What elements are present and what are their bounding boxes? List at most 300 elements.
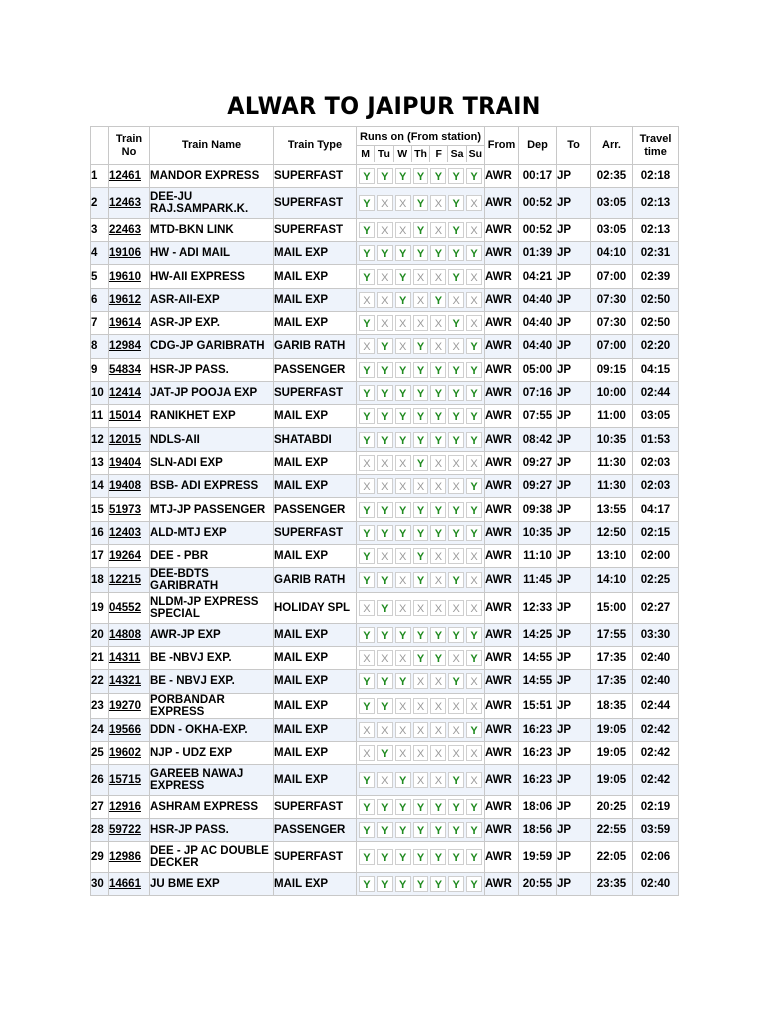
- train-type: SUPERFAST: [274, 165, 357, 188]
- to-station: JP: [557, 521, 591, 544]
- header-day: M: [357, 146, 375, 162]
- day-indicator: Y: [413, 822, 429, 838]
- train-number-link[interactable]: 12986: [109, 851, 141, 864]
- day-indicator: Y: [448, 799, 464, 815]
- day-indicator: Y: [395, 385, 411, 401]
- from-station: AWR: [485, 242, 519, 265]
- train-number-link[interactable]: 12215: [109, 574, 141, 587]
- runs-on-days: [357, 693, 485, 718]
- train-number-link[interactable]: 12461: [109, 170, 141, 183]
- day-indicator: Y: [359, 362, 375, 378]
- header-days: [357, 146, 484, 162]
- day-indicator: Y: [395, 432, 411, 448]
- train-number-cell: [109, 218, 150, 241]
- day-indicator: X: [448, 698, 464, 714]
- train-number-link[interactable]: 19566: [109, 723, 141, 736]
- header-day: Su: [468, 148, 483, 160]
- row-number: 11: [91, 405, 109, 428]
- day-indicator: Y: [377, 338, 393, 354]
- train-number-link[interactable]: 19614: [109, 317, 141, 330]
- departure-time: 12:33: [519, 593, 557, 624]
- train-type: MAIL EXP: [274, 451, 357, 474]
- header-train-name: Train Name: [150, 127, 274, 165]
- train-type: MAIL EXP: [274, 265, 357, 288]
- train-number-cell: [109, 647, 150, 670]
- to-station: JP: [557, 795, 591, 818]
- day-indicator: Y: [448, 195, 464, 211]
- train-number-link[interactable]: 14808: [109, 628, 141, 641]
- day-indicator: X: [377, 292, 393, 308]
- row-number: 25: [91, 741, 109, 764]
- train-type: MAIL EXP: [274, 693, 357, 718]
- row-number: 15: [91, 498, 109, 521]
- day-indicator: X: [377, 650, 393, 666]
- departure-time: 05:00: [519, 358, 557, 381]
- day-indicator: X: [466, 292, 482, 308]
- runs-on-days: [357, 872, 485, 895]
- day-indicator: Y: [413, 876, 429, 892]
- table-row: [91, 819, 679, 842]
- day-indicator: X: [359, 478, 375, 494]
- travel-time: 02:03: [633, 475, 679, 498]
- day-indicator: Y: [413, 195, 429, 211]
- departure-time: 09:38: [519, 498, 557, 521]
- day-indicator: Y: [430, 849, 446, 865]
- day-indicator: Y: [377, 673, 393, 689]
- page-title: ALWAR TO JAIPUR TRAIN: [227, 92, 541, 120]
- train-number-link[interactable]: 04552: [109, 602, 141, 614]
- day-indicator: Y: [448, 269, 464, 285]
- day-indicator: Y: [413, 548, 429, 564]
- train-number-link[interactable]: 19404: [109, 456, 141, 469]
- day-indicator: Y: [359, 385, 375, 401]
- day-indicator: X: [413, 673, 429, 689]
- train-name: MANDOR EXPRESS: [150, 165, 274, 188]
- day-indicator: X: [448, 600, 464, 616]
- departure-time: 07:55: [519, 405, 557, 428]
- departure-time: 19:59: [519, 842, 557, 873]
- departure-time: 09:27: [519, 475, 557, 498]
- departure-time: 11:10: [519, 544, 557, 567]
- day-indicator: Y: [377, 408, 393, 424]
- train-number-link[interactable]: 15014: [109, 410, 141, 423]
- train-number-link[interactable]: 14661: [109, 877, 141, 890]
- table-row: [91, 428, 679, 451]
- to-station: JP: [557, 623, 591, 646]
- to-station: JP: [557, 475, 591, 498]
- train-number-link[interactable]: 12984: [109, 340, 141, 353]
- runs-on-days: [357, 842, 485, 873]
- runs-on-days: [357, 218, 485, 241]
- train-type: MAIL EXP: [274, 765, 357, 796]
- train-type: SUPERFAST: [274, 795, 357, 818]
- from-station: AWR: [485, 165, 519, 188]
- runs-on-days: [357, 188, 485, 219]
- train-number-link[interactable]: 59722: [109, 824, 141, 837]
- departure-time: 16:23: [519, 718, 557, 741]
- train-number-link[interactable]: 12916: [109, 800, 141, 813]
- day-indicator: Y: [359, 168, 375, 184]
- train-number-link[interactable]: 54834: [109, 363, 141, 376]
- day-indicator: Y: [413, 432, 429, 448]
- train-name: ASR-JP EXP.: [150, 311, 274, 334]
- day-indicator: Y: [359, 627, 375, 643]
- arrival-time: 19:05: [591, 718, 633, 741]
- train-name: BE - NBVJ EXP.: [150, 670, 274, 693]
- runs-on-days: [357, 498, 485, 521]
- train-number-cell: [109, 405, 150, 428]
- arrival-time: 07:30: [591, 288, 633, 311]
- train-name: MTJ-JP PASSENGER: [150, 498, 274, 521]
- arrival-time: 17:35: [591, 647, 633, 670]
- arrival-time: 11:00: [591, 405, 633, 428]
- day-indicator: Y: [448, 362, 464, 378]
- day-indicator: Y: [359, 799, 375, 815]
- table-row: [91, 165, 679, 188]
- day-indicator: X: [448, 650, 464, 666]
- day-indicator: Y: [466, 650, 482, 666]
- table-row: [91, 335, 679, 358]
- day-indicator: X: [448, 338, 464, 354]
- arrival-time: 10:35: [591, 428, 633, 451]
- train-number-cell: [109, 288, 150, 311]
- train-number-link[interactable]: 14321: [109, 675, 141, 688]
- day-indicator: Y: [430, 650, 446, 666]
- table-row: [91, 647, 679, 670]
- train-type: GARIB RATH: [274, 568, 357, 593]
- day-indicator: Y: [466, 849, 482, 865]
- row-number: 5: [91, 265, 109, 288]
- day-indicator: X: [377, 195, 393, 211]
- day-indicator: X: [395, 338, 411, 354]
- runs-on-days: [357, 405, 485, 428]
- day-indicator: Y: [430, 525, 446, 541]
- day-indicator: X: [395, 600, 411, 616]
- from-station: AWR: [485, 358, 519, 381]
- travel-time: 02:13: [633, 188, 679, 219]
- train-number-link[interactable]: 19612: [109, 293, 141, 306]
- day-indicator: Y: [448, 502, 464, 518]
- day-indicator: X: [395, 722, 411, 738]
- day-indicator: Y: [466, 385, 482, 401]
- train-number-cell: [109, 311, 150, 334]
- header-travel-time: Travel time: [633, 127, 679, 165]
- day-indicator: Y: [359, 673, 375, 689]
- departure-time: 16:23: [519, 765, 557, 796]
- train-number-cell: [109, 188, 150, 219]
- day-indicator: X: [448, 722, 464, 738]
- table-row: [91, 358, 679, 381]
- day-indicator: Y: [430, 362, 446, 378]
- row-number: 8: [91, 335, 109, 358]
- day-indicator: Y: [430, 385, 446, 401]
- day-indicator: X: [466, 698, 482, 714]
- day-indicator: Y: [377, 168, 393, 184]
- from-station: AWR: [485, 670, 519, 693]
- header-train-type: Train Type: [274, 127, 357, 165]
- row-number: 18: [91, 568, 109, 593]
- arrival-time: 15:00: [591, 593, 633, 624]
- day-indicator: Y: [395, 502, 411, 518]
- train-number-link[interactable]: 51973: [109, 503, 141, 516]
- train-number-link[interactable]: 15715: [109, 773, 141, 786]
- header-runs-on-label: Runs on (From station): [357, 129, 484, 146]
- day-indicator: Y: [359, 849, 375, 865]
- table-row: [91, 405, 679, 428]
- day-indicator: X: [466, 745, 482, 761]
- day-indicator: X: [430, 548, 446, 564]
- day-indicator: Y: [377, 245, 393, 261]
- day-indicator: Y: [448, 222, 464, 238]
- day-indicator: Y: [395, 525, 411, 541]
- day-indicator: X: [430, 222, 446, 238]
- day-indicator: Y: [413, 245, 429, 261]
- from-station: AWR: [485, 593, 519, 624]
- train-number-cell: [109, 872, 150, 895]
- day-indicator: X: [395, 650, 411, 666]
- day-indicator: Y: [359, 822, 375, 838]
- to-station: JP: [557, 693, 591, 718]
- day-indicator: X: [395, 478, 411, 494]
- arrival-time: 07:00: [591, 335, 633, 358]
- day-indicator: X: [430, 572, 446, 588]
- train-number-link[interactable]: 19602: [109, 747, 141, 760]
- row-number: 16: [91, 521, 109, 544]
- train-number-link[interactable]: 19408: [109, 480, 141, 493]
- travel-time: 02:25: [633, 568, 679, 593]
- day-indicator: X: [466, 600, 482, 616]
- travel-time: 02:15: [633, 521, 679, 544]
- train-number-link[interactable]: 19270: [109, 699, 141, 712]
- train-type: MAIL EXP: [274, 405, 357, 428]
- day-indicator: Y: [448, 525, 464, 541]
- day-indicator: Y: [448, 627, 464, 643]
- day-indicator: X: [466, 572, 482, 588]
- day-indicator: X: [395, 698, 411, 714]
- day-indicator: Y: [448, 315, 464, 331]
- day-indicator: Y: [395, 292, 411, 308]
- from-station: AWR: [485, 819, 519, 842]
- day-indicator: Y: [377, 525, 393, 541]
- day-indicator: X: [395, 315, 411, 331]
- train-number-cell: [109, 693, 150, 718]
- day-indicator: Y: [413, 338, 429, 354]
- train-name: SLN-ADI EXP: [150, 451, 274, 474]
- from-station: AWR: [485, 498, 519, 521]
- day-indicator: X: [395, 222, 411, 238]
- day-indicator: X: [430, 745, 446, 761]
- day-indicator: Y: [395, 168, 411, 184]
- table-row: [91, 795, 679, 818]
- day-indicator: Y: [377, 432, 393, 448]
- from-station: AWR: [485, 795, 519, 818]
- to-station: JP: [557, 741, 591, 764]
- day-indicator: Y: [359, 502, 375, 518]
- day-indicator: Y: [359, 876, 375, 892]
- day-indicator: X: [466, 315, 482, 331]
- train-name: CDG-JP GARIBRATH: [150, 335, 274, 358]
- day-indicator: X: [413, 772, 429, 788]
- train-number-link[interactable]: 12015: [109, 433, 141, 446]
- from-station: AWR: [485, 265, 519, 288]
- day-indicator: X: [448, 292, 464, 308]
- day-indicator: X: [413, 478, 429, 494]
- train-number-link[interactable]: 14311: [109, 652, 141, 665]
- travel-time: 02:40: [633, 872, 679, 895]
- train-number-link[interactable]: 19106: [109, 247, 141, 260]
- runs-on-days: [357, 521, 485, 544]
- departure-time: 18:56: [519, 819, 557, 842]
- day-indicator: Y: [448, 245, 464, 261]
- day-indicator: Y: [413, 627, 429, 643]
- day-indicator: X: [430, 269, 446, 285]
- day-indicator: X: [395, 745, 411, 761]
- day-indicator: Y: [359, 245, 375, 261]
- departure-time: 16:23: [519, 741, 557, 764]
- travel-time: 02:40: [633, 670, 679, 693]
- arrival-time: 03:05: [591, 218, 633, 241]
- arrival-time: 09:15: [591, 358, 633, 381]
- to-station: JP: [557, 718, 591, 741]
- arrival-time: 22:55: [591, 819, 633, 842]
- day-indicator: Y: [377, 849, 393, 865]
- train-number-cell: [109, 544, 150, 567]
- from-station: AWR: [485, 872, 519, 895]
- to-station: JP: [557, 872, 591, 895]
- table-row: [91, 842, 679, 873]
- day-indicator: Y: [448, 432, 464, 448]
- day-indicator: Y: [430, 245, 446, 261]
- arrival-time: 07:00: [591, 265, 633, 288]
- day-indicator: X: [377, 269, 393, 285]
- day-indicator: X: [466, 673, 482, 689]
- train-name: GAREEB NAWAJ EXPRESS: [150, 765, 274, 796]
- to-station: JP: [557, 381, 591, 404]
- day-indicator: Y: [466, 245, 482, 261]
- day-indicator: Y: [448, 822, 464, 838]
- train-number-link[interactable]: 12403: [109, 526, 141, 539]
- runs-on-days: [357, 819, 485, 842]
- day-indicator: Y: [413, 362, 429, 378]
- day-indicator: Y: [430, 408, 446, 424]
- train-number-link[interactable]: 19264: [109, 550, 141, 563]
- day-indicator: Y: [359, 315, 375, 331]
- day-indicator: Y: [395, 799, 411, 815]
- train-type: MAIL EXP: [274, 647, 357, 670]
- table-row: [91, 451, 679, 474]
- header-day: F: [430, 146, 448, 162]
- header-arr: Arr.: [591, 127, 633, 165]
- departure-time: 04:40: [519, 288, 557, 311]
- day-indicator: X: [466, 455, 482, 471]
- day-indicator: Y: [466, 362, 482, 378]
- runs-on-days: [357, 335, 485, 358]
- day-indicator: X: [359, 338, 375, 354]
- day-indicator: Y: [377, 799, 393, 815]
- arrival-time: 20:25: [591, 795, 633, 818]
- train-name: NDLS-AII: [150, 428, 274, 451]
- day-indicator: X: [430, 772, 446, 788]
- runs-on-days: [357, 288, 485, 311]
- day-indicator: X: [377, 455, 393, 471]
- runs-on-days: [357, 544, 485, 567]
- day-indicator: X: [359, 455, 375, 471]
- day-indicator: Y: [377, 745, 393, 761]
- row-number: 23: [91, 693, 109, 718]
- train-number-link[interactable]: 19610: [109, 270, 141, 283]
- travel-time: 03:59: [633, 819, 679, 842]
- day-indicator: Y: [413, 650, 429, 666]
- row-number: 22: [91, 670, 109, 693]
- day-indicator: X: [359, 650, 375, 666]
- runs-on-days: [357, 475, 485, 498]
- travel-time: 01:53: [633, 428, 679, 451]
- row-number: 4: [91, 242, 109, 265]
- runs-on-days: [357, 670, 485, 693]
- runs-on-days: [357, 451, 485, 474]
- day-indicator: X: [359, 722, 375, 738]
- train-number-link[interactable]: 12463: [109, 197, 141, 210]
- travel-time: 04:17: [633, 498, 679, 521]
- train-number-link[interactable]: 22463: [109, 223, 141, 236]
- day-indicator: Y: [448, 572, 464, 588]
- train-name: HW-AII EXPRESS: [150, 265, 274, 288]
- day-indicator: Y: [466, 432, 482, 448]
- day-indicator: Y: [395, 673, 411, 689]
- travel-time: 02:42: [633, 765, 679, 796]
- travel-time: 02:39: [633, 265, 679, 288]
- from-station: AWR: [485, 521, 519, 544]
- departure-time: 11:45: [519, 568, 557, 593]
- day-indicator: X: [430, 195, 446, 211]
- day-indicator: X: [448, 548, 464, 564]
- train-name: MTD-BKN LINK: [150, 218, 274, 241]
- train-number-link[interactable]: 12414: [109, 387, 141, 400]
- train-name: ALD-MTJ EXP: [150, 521, 274, 544]
- train-number-cell: [109, 718, 150, 741]
- day-indicator: Y: [430, 627, 446, 643]
- day-indicator: Y: [413, 455, 429, 471]
- runs-on-days: [357, 593, 485, 624]
- travel-time: 02:13: [633, 218, 679, 241]
- day-indicator: Y: [448, 385, 464, 401]
- day-indicator: Y: [377, 362, 393, 378]
- day-indicator: Y: [359, 195, 375, 211]
- train-number-cell: [109, 242, 150, 265]
- train-type: SUPERFAST: [274, 381, 357, 404]
- from-station: AWR: [485, 623, 519, 646]
- train-name: DDN - OKHA-EXP.: [150, 718, 274, 741]
- train-number-cell: [109, 670, 150, 693]
- day-indicator: X: [413, 269, 429, 285]
- day-indicator: X: [430, 315, 446, 331]
- departure-time: 08:42: [519, 428, 557, 451]
- day-indicator: X: [466, 772, 482, 788]
- train-type: PASSENGER: [274, 819, 357, 842]
- day-indicator: X: [466, 195, 482, 211]
- day-indicator: Y: [413, 849, 429, 865]
- day-indicator: Y: [413, 222, 429, 238]
- table-row: [91, 623, 679, 646]
- arrival-time: 04:10: [591, 242, 633, 265]
- table-row: [91, 872, 679, 895]
- arrival-time: 13:55: [591, 498, 633, 521]
- train-number-cell: [109, 475, 150, 498]
- train-name: NJP - UDZ EXP: [150, 741, 274, 764]
- train-type: MAIL EXP: [274, 718, 357, 741]
- travel-time: 02:18: [633, 165, 679, 188]
- departure-time: 07:16: [519, 381, 557, 404]
